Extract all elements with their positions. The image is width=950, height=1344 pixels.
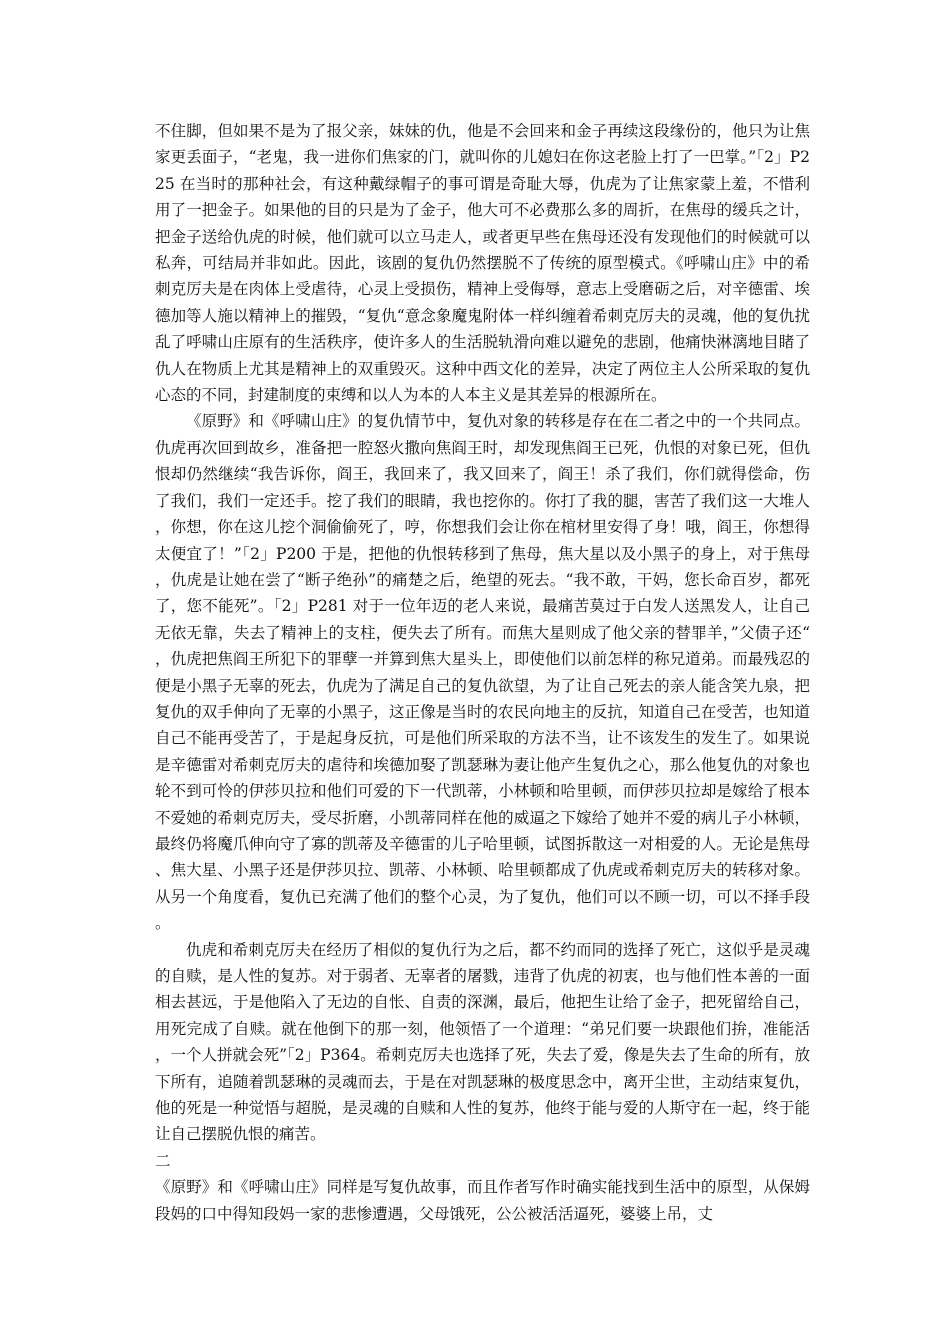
section-number: 二 xyxy=(155,1151,171,1170)
paragraph-revenge-target: 《原野》和《呼啸山庄》的复仇情节中，复仇对象的转移是存在在二者之中的一个共同点。仇虎再次回到故乡，准备把一腔怒火撒向焦阎王时，却发现焦阎王已死，仇恨的对象已死，但仇恨却仍然继续“我告诉你，阎王，我回来了，我又回来了，阎王！杀了我们，你们就得偿命，伤了我们，我们一定还手。挖了我们的眼睛，我也挖你的。你打了我的腿，害苦了我们这一大堆人，你想，你在这儿挖个洞偷偷死了，哼，你想我们会让你在棺材里安得了身！哦，阎王，你想得太便宜了！”「2」P200 于是，把他的仇恨转移到了焦母，焦大星以及小黑子的身上，对于焦母，仇虎是让她在尝了“断子绝孙”的痛楚之后，绝望的死去。“我不敢，干妈，您长命百岁，都死了，您不能死”。「2」P281 对于一位年迈的老人来说，最痛苦莫过于白发人送黑发人，让自己无依无靠，失去了精神上的支柱，便失去了所有。而焦大星则成了他父亲的替罪羊，”父债子还“，仇虎把焦阎王所犯下的罪孽一并算到焦大星头上，即使他们以前怎样的称兄道弟。而最残忍的便是小黑子无辜的死去，仇虎为了满足自己的复仇欲望，为了让自己死去的亲人能含笑九泉，把复仇的双手伸向了无辜的小黑子，这正像是当时的农民向地主的反抗，知道自己在受苦，也知道自己不能再受苦了，于是起身反抗，可是他们所采取的方法不当，让不该发生的发生了。如果说是辛德雷对希刺克厉夫的虐待和埃德加娶了凯瑟琳为妻让他产生复仇之心，那么他复仇的对象也轮不到可怜的伊莎贝拉和他们可爱的下一代凯蒂，小林顿和哈里顿，而伊莎贝拉却是嫁给了根本不爱她的希刺克厉夫，受尽折磨，小凯蒂同样在他的威逼之下嫁给了她并不爱的病儿子小林顿，最终仍将魔爪伸向守了寡的凯蒂及辛德雷的儿子哈里顿，试图拆散这一对相爱的人。无论是焦母、焦大星、小黑子还是伊莎贝拉、凯蒂、小林顿、哈里顿都成了仇虎或希刺克厉夫的转移对象。从另一个角度看，复仇已充满了他们的整个心灵，为了复仇，他们可以不顾一切，可以不择手段。 xyxy=(155,412,810,933)
paragraph-self-redemption: 仇虎和希刺克厉夫在经历了相似的复仇行为之后，都不约而同的选择了死亡，这似乎是灵魂的自赎，是人性的复苏。对于弱者、无辜者的屠戮，违背了仇虎的初衷，也与他们性本善的一面相去甚远，于是他陷入了无边的自怅、自责的深渊，最后，他把生让给了金子，把死留给自己，用死完成了自赎。就在他倒下的那一刻，他领悟了一个道理：“弟兄们要一块跟他们拚，准能活，一个人拼就会死”「2」P364。希刺克厉夫也选择了死，失去了爱，像是失去了生命的所有，放下所有，追随着凯瑟琳的灵魂而去，于是在对凯瑟琳的极度思念中，离开尘世，主动结束复仇，他的死是一种觉悟与超脱，是灵魂的自赎和人性的复苏，他终于能与爱的人斯守在一起，终于能让自己摆脱仇恨的痛苦。 xyxy=(155,940,810,1144)
document-page xyxy=(155,118,810,1227)
section-paragraph: 《原野》和《呼啸山庄》同样是写复仇故事，而且作者写作时确实能找到生活中的原型，从保姆段妈的口中得知段妈一家的悲惨遭遇，父母饿死，公公被活活逼死，婆婆上吊，丈 xyxy=(155,1178,810,1223)
paragraph-continued: 不住脚，但如果不是为了报父亲，妹妹的仇，他是不会回来和金子再续这段缘份的，他只为让焦家更丢面子，“老鬼，我一进你们焦家的门，就叫你的儿媳妇在你这老脸上打了一巴掌。”「2」P225 在当时的那种社会，有这种戴绿帽子的事可谓是奇耻大辱，仇虎为了让焦家蒙上羞，不惜利用了一把金子。如果他的目的只是为了金子，他大可不必费那么多的周折，在焦母的缓兵之计，把金子送给仇虎的时候，他们就可以立马走人，或者更早些在焦母还没有发现他们的时候就可以私奔，可结局并非如此。因此，该剧的复仇仍然摆脱不了传统的原型模式。《呼啸山庄》中的希刺克厉夫是在肉体上受虐待，心灵上受损伤，精神上受侮辱，意志上受磨砺之后，对辛德雷、埃德加等人施以精神上的摧毁，“复仇“意念象魔鬼附体一样纠缠着希刺克厉夫的灵魂，他的复仇扰乱了呼啸山庄原有的生活秩序，使许多人的生活脱轨滑向难以避免的悲剧，他痛快淋漓地目睹了仇人在物质上尤其是精神上的双重毁灭。这种中西文化的差异，决定了两位主人公所采取的复仇心态的不同，封建制度的束缚和以人为本的人本主义是其差异的根源所在。 xyxy=(155,122,810,405)
